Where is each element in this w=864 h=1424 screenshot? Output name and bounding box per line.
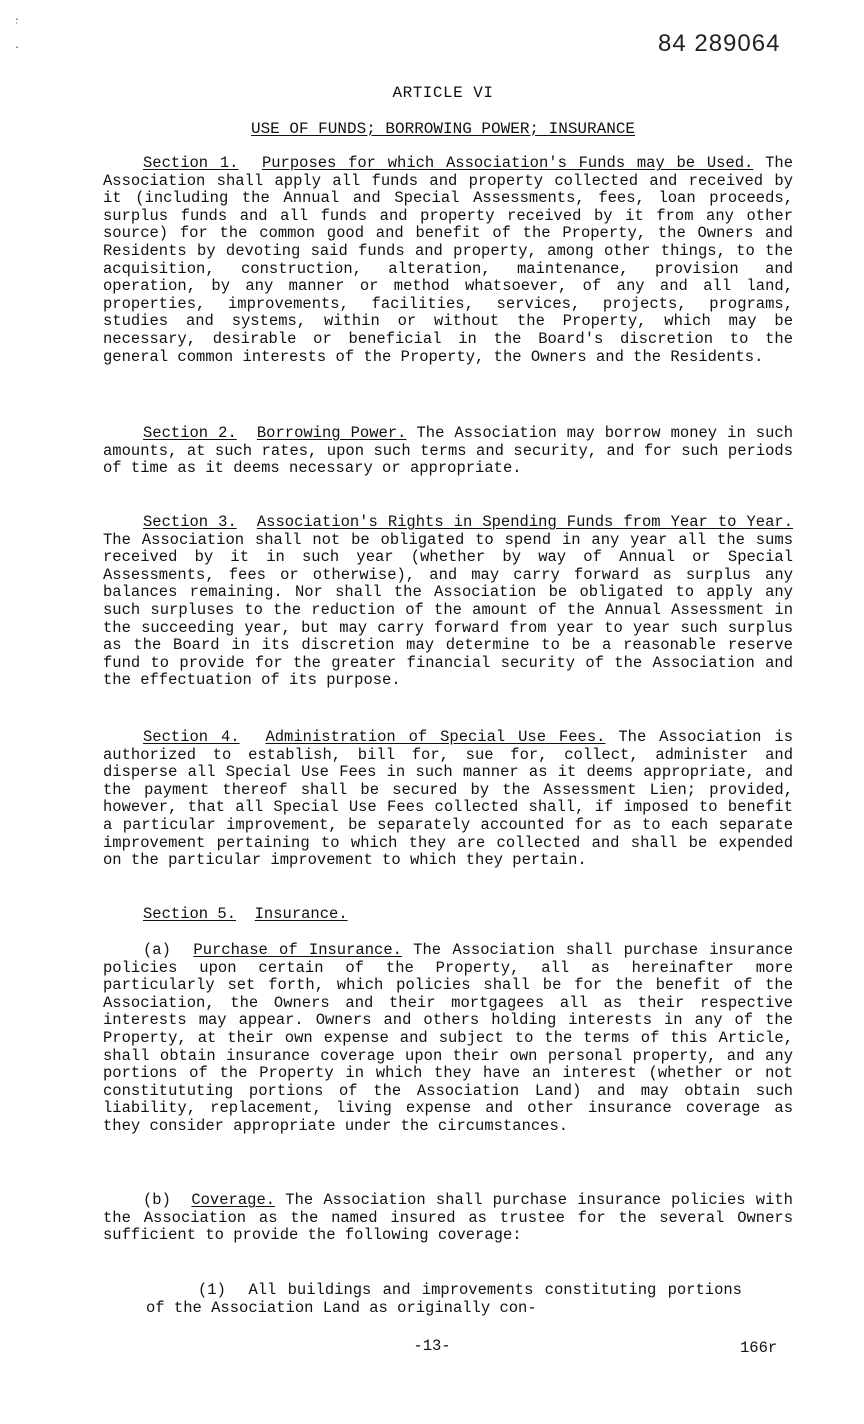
subsection-label: (a): [143, 941, 171, 959]
section-number: Section 1.: [143, 154, 239, 172]
item-body: All buildings and improvements constituting portions of the Association Land as originally con-: [146, 1281, 742, 1317]
subsection-body: The Association shall purchase insurance policies upon certain of the Property, all as hereinafter more particularly set forth, which policies shall be for the benefit of the Association, the Owners and their mortgagees all as their respective interests may appear. Owners and others holding interests in any of the Property, at their own expense and subject to the terms of this Article, shall obtain insurance coverage upon their own personal property, and any portions of the Property in which they have an interest (whether or not constitututing portions of the Association Land) and may obtain such liability, replacement, living expense and other insurance coverage as they consider appropriate under the circumstances.: [103, 941, 793, 1135]
section-number: Section 2.: [143, 424, 237, 442]
section-1: [103, 155, 793, 366]
section-heading: Association's Rights in Spending Funds from Year to Year.: [256, 513, 794, 531]
section-heading: Administration of Special Use Fees.: [265, 728, 606, 746]
subsection-body: The Association shall purchase insurance policies with the Association as the named insured as trustee for the several Owners sufficient to provide the following coverage:: [103, 1191, 793, 1245]
section-2: [103, 425, 793, 478]
section-heading: Purposes for which Association's Funds may be Used.: [261, 154, 754, 172]
section-5: [103, 906, 793, 924]
subsection-heading: Coverage.: [191, 1191, 276, 1209]
section-number: Section 3.: [143, 513, 237, 531]
section-3: [103, 514, 793, 690]
subsection-a: [103, 942, 793, 1136]
subsection-b: [103, 1192, 793, 1245]
section-4: [103, 729, 793, 870]
section-body: The Association shall not be obligated to spend in any year all the sums received by it in such year (whether by way of Annual or Special Assessments, fees or otherwise), and may carry forward as surplus any balances remaining. Nor shall the Association be obligated to apply any such surpluses to the reduction of the amount of the Annual Assessment in the succeeding year, but may carry forward from year to year such surplus as the Board in its discretion may determine to be a reasonable reserve fund to provide for the greater financial security of the Association and the effectuation of its purpose.: [103, 530, 793, 690]
section-body: The Association is authorized to establish, bill for, sue for, collect, administer and disperse all Special Use Fees in such manner as it deems appropriate, and the payment thereof shall be secured by the Assessment Lien; provided, however, that all Special Use Fees collected shall, if imposed to benefit a particular improvement, be separately accounted for as to each separate improvement pertaining to which they are collected and shall be expended on the particular improvement to which they pertain.: [103, 728, 793, 870]
article-subtitle: USE OF FUNDS; BORROWING POWER; INSURANCE: [250, 120, 636, 138]
section-body: The Association may borrow money in such amounts, at such rates, upon such terms and security, and for such periods of time as it deems necessary or appropriate.: [103, 424, 794, 478]
subsection-label: (b): [143, 1191, 171, 1209]
section-number: Section 4.: [143, 728, 240, 746]
section-body: The Association shall apply all funds and property collected and received by it (including the Annual and Special Assessments, fees, loan proceeds, surplus funds and all funds and property received by it from any other source) for the common good and benefit of the Property, the Owners and Residents by devoting said funds and property, among other things, to the acquisition, construction, alteration, maintenance, provision and operation, by any manner or method whatsoever, of any and all land, properties, improvements, facilities, services, projects, programs, studies and systems, within or without the Property, which may be necessary, desirable or beneficial in the Board's discretion to the general common interests of the Property, the Owners and the Residents.: [103, 154, 794, 366]
item-1: [146, 1282, 742, 1317]
footer-code: 166r: [740, 1339, 778, 1357]
subsection-heading: Purchase of Insurance.: [193, 941, 402, 959]
section-number: Section 5.: [143, 905, 237, 923]
item-label: (1): [198, 1281, 226, 1299]
article-title: ARTICLE VI: [392, 84, 494, 102]
scan-specks: ·̣ ·: [14, 15, 21, 54]
section-heading: Borrowing Power.: [256, 424, 407, 442]
document-number: 84 289064: [658, 30, 781, 57]
section-heading: Insurance.: [254, 905, 348, 923]
page-number: -13-: [413, 1337, 451, 1355]
